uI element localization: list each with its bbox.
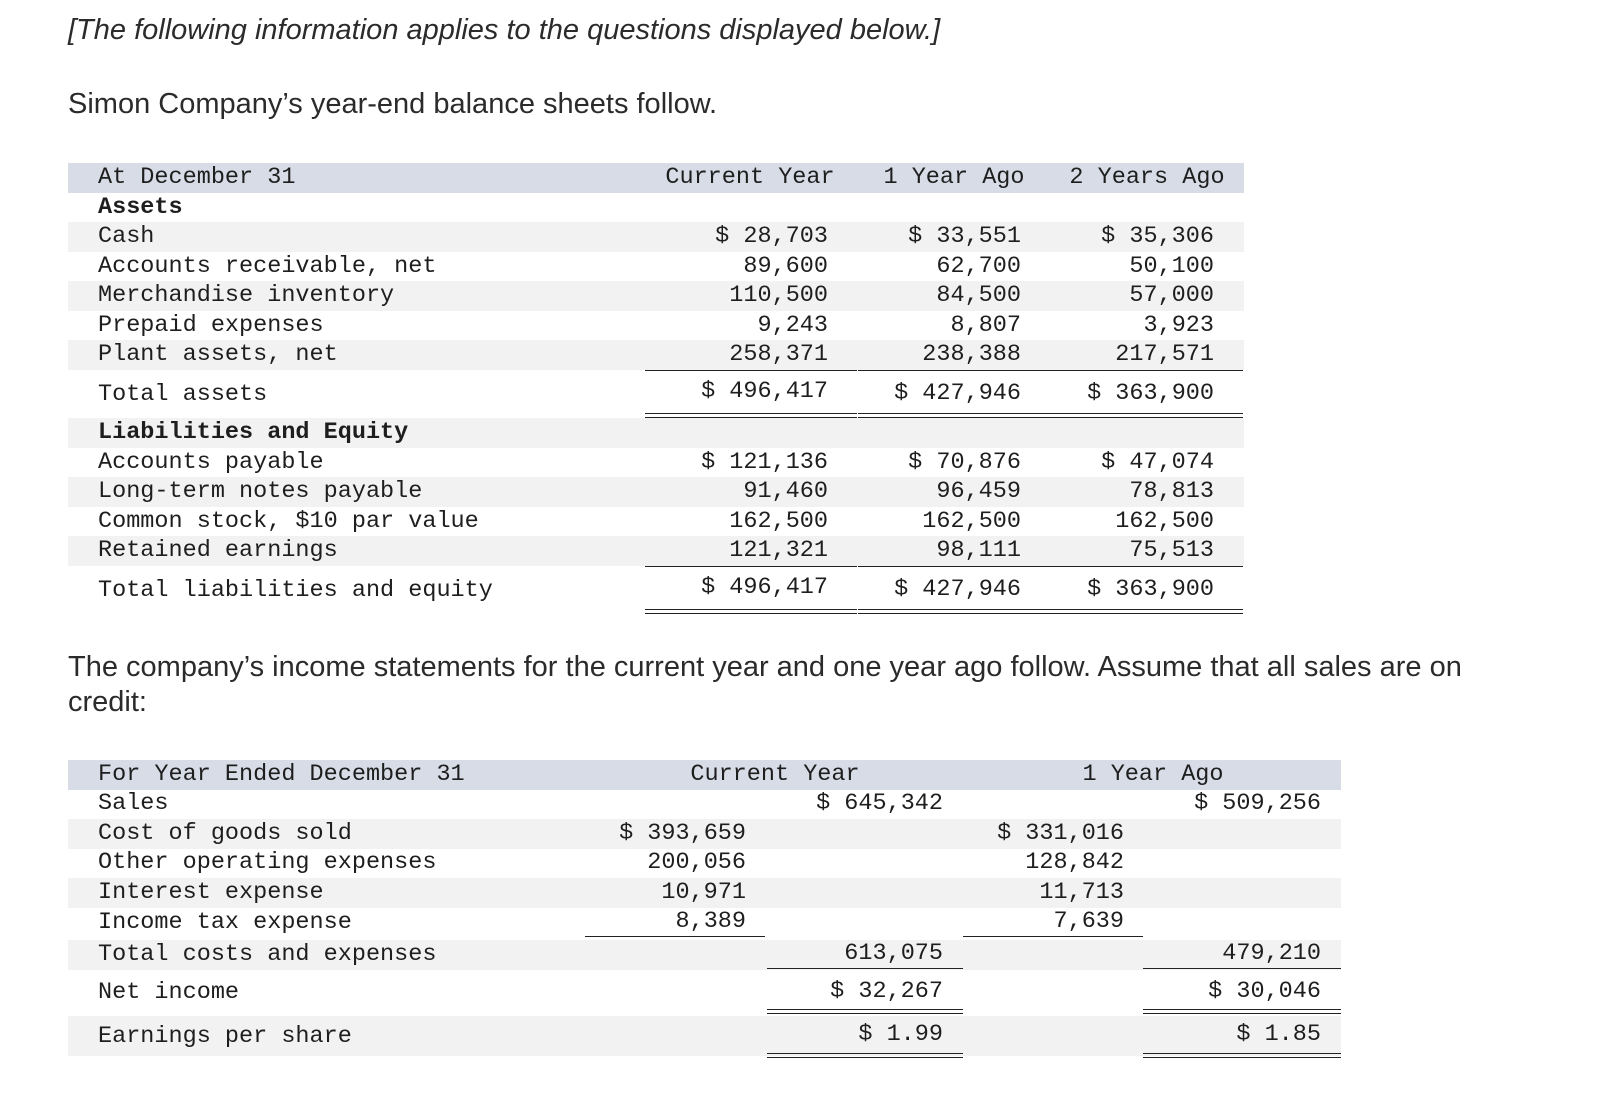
row-label: Plant assets, net [98, 341, 338, 368]
cell: 62,700 [936, 253, 1021, 280]
row-label: Common stock, $10 par value [98, 508, 479, 535]
cell: 200,056 [647, 849, 746, 876]
row-label: Prepaid expenses [98, 312, 324, 339]
total-costs-label: Total costs and expenses [98, 941, 437, 968]
cell: 613,075 [844, 940, 943, 967]
total-cell: $ 427,946 [894, 380, 1021, 407]
cell: 217,571 [1115, 341, 1214, 368]
cell: 110,500 [729, 282, 828, 309]
double-underline [1143, 1009, 1341, 1014]
cell: 11,713 [1039, 879, 1124, 906]
underline [1143, 968, 1341, 969]
net-income-label: Net income [98, 979, 240, 1006]
eps-label: Earnings per share [98, 1023, 352, 1050]
row-label: Accounts receivable, net [98, 253, 437, 280]
double-underline [645, 413, 857, 418]
total-cell: $ 363,900 [1087, 380, 1214, 407]
cell: 10,971 [661, 879, 746, 906]
cell: 479,210 [1222, 940, 1321, 967]
double-underline [767, 1053, 963, 1058]
underline [767, 968, 963, 969]
underline [585, 936, 765, 937]
liabilities-heading: Liabilities and Equity [98, 419, 409, 446]
cell: 162,500 [922, 508, 1021, 535]
row-label: Merchandise inventory [98, 282, 395, 309]
double-underline [1050, 413, 1243, 418]
cell: 8,807 [950, 312, 1021, 339]
double-underline [767, 1009, 963, 1014]
underline [858, 566, 1050, 567]
cell: $ 47,074 [1101, 449, 1214, 476]
underline [645, 566, 857, 567]
cell: 7,639 [1053, 908, 1124, 935]
is-col-prior: 1 Year Ago [1082, 761, 1224, 788]
bs-col-2yr: 2 Years Ago [1069, 164, 1225, 191]
underline [963, 936, 1143, 937]
total-cell: $ 427,946 [894, 576, 1021, 603]
cell: $ 30,046 [1208, 978, 1321, 1005]
cell: 9,243 [757, 312, 828, 339]
cell: $ 70,876 [908, 449, 1021, 476]
row-label: Accounts payable [98, 449, 324, 476]
bs-header-label: At December 31 [98, 164, 296, 191]
cell: $ 32,267 [830, 978, 943, 1005]
income-statement-intro: The company’s income statements for the current year and one year ago follow. Assume that all sales are on credit: [68, 651, 1462, 718]
row-label: Interest expense [98, 879, 324, 906]
total-liabilities-label: Total liabilities and equity [98, 577, 493, 604]
cell: 98,111 [936, 537, 1021, 564]
cell: $ 1.99 [858, 1021, 943, 1048]
cell: 75,513 [1129, 537, 1214, 564]
cell: 89,600 [743, 253, 828, 280]
intro-note: [The following information applies to the questions displayed below.] [68, 14, 941, 46]
double-underline [858, 413, 1050, 418]
cell: 258,371 [729, 341, 828, 368]
double-underline [645, 609, 857, 614]
cell: 162,500 [1115, 508, 1214, 535]
underline [858, 370, 1050, 371]
cell: 96,459 [936, 478, 1021, 505]
underline [645, 370, 857, 371]
cell: 162,500 [729, 508, 828, 535]
cell: $ 509,256 [1194, 790, 1321, 817]
cell: 57,000 [1129, 282, 1214, 309]
is-header-label: For Year Ended December 31 [98, 761, 465, 788]
assets-heading: Assets [98, 194, 183, 221]
cell: 8,389 [675, 908, 746, 935]
underline [1050, 566, 1243, 567]
is-col-current: Current Year [690, 761, 860, 788]
total-cell: $ 496,417 [701, 378, 828, 405]
total-cell: $ 363,900 [1087, 576, 1214, 603]
bs-col-current: Current Year [665, 164, 835, 191]
row-label: Income tax expense [98, 909, 352, 936]
row-label: Other operating expenses [98, 849, 437, 876]
cell: 3,923 [1143, 312, 1214, 339]
cell: $ 331,016 [997, 820, 1124, 847]
sales-label: Sales [98, 790, 169, 817]
cell: $ 33,551 [908, 223, 1021, 250]
cell: $ 28,703 [715, 223, 828, 250]
double-underline [1143, 1053, 1341, 1058]
balance-sheet-intro: Simon Company’s year-end balance sheets follow. [68, 88, 718, 120]
total-cell: $ 496,417 [701, 574, 828, 601]
double-underline [1050, 609, 1243, 614]
cell: $ 35,306 [1101, 223, 1214, 250]
row-label: Cost of goods sold [98, 820, 352, 847]
row-label: Long-term notes payable [98, 478, 423, 505]
cell: $ 121,136 [701, 449, 828, 476]
cell: 128,842 [1025, 849, 1124, 876]
cell: $ 1.85 [1236, 1021, 1321, 1048]
cell: 78,813 [1129, 478, 1214, 505]
row-label: Cash [98, 223, 155, 250]
row-label: Retained earnings [98, 537, 338, 564]
cell: $ 393,659 [619, 820, 746, 847]
cell: 50,100 [1129, 253, 1214, 280]
double-underline [858, 609, 1050, 614]
underline [1050, 370, 1243, 371]
cell: 121,321 [729, 537, 828, 564]
cell: 84,500 [936, 282, 1021, 309]
cell: 238,388 [922, 341, 1021, 368]
cell: 91,460 [743, 478, 828, 505]
total-assets-label: Total assets [98, 381, 268, 408]
bs-col-1yr: 1 Year Ago [883, 164, 1025, 191]
cell: $ 645,342 [816, 790, 943, 817]
